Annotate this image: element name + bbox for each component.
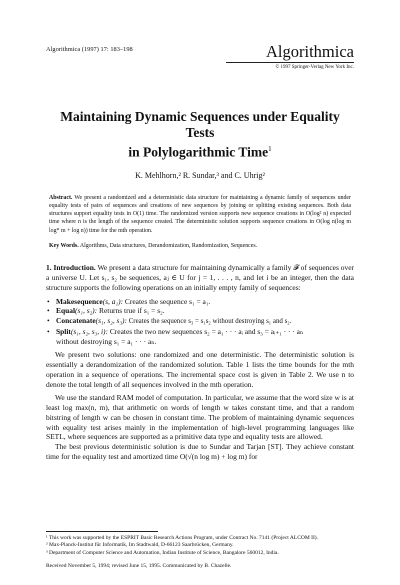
op-desc: Creates the two new sequences s₂ = a₁ · · · aᵢ and s₃ = aᵢ₊₁ · · · aₙ (107, 326, 304, 336)
article-title (46, 109, 354, 161)
op-desc: Creates the sequence s₃ = s₁s₂ without destroying s₁ and s₂. (126, 318, 292, 326)
keywords-label: Key Words. (49, 242, 79, 249)
footnotes (46, 531, 354, 570)
op-args: (s₁, s₂, s₃): (95, 316, 127, 326)
abstract-label: Abstract. (49, 194, 73, 201)
title-line-2-text: in Polylogarithmic Time (128, 144, 269, 160)
author-list: K. Mehlhorn,² R. Sundar,³ and C. Uhrig² (135, 170, 265, 180)
intro-paragraph-3: We use the standard RAM model of computation. In particular, we assume that the word size w is at least log max(n, m), that arithmetic on words of length w takes constant time, and that a random bitstring of length w can be chosen in constant time. The problem of maintaining dynamic sequences with equality test arises mainly in the implementation of high-level programming languages like SETL, where sequences are supported as a primitive data type and equality tests are allowed. (46, 393, 354, 442)
op-args: (s, a₁): (102, 296, 124, 306)
intro-paragraph-2: We present two solutions: one randomized and one deterministic. The deterministic solution is essentially a derandomization of the randomized solution. Table 1 lists the time bounds for the mth operation in a sequence of operations. The incremental space cost is given in Table 2. We use n to denote the total length of all sequences involved in the mth operation. (46, 350, 354, 389)
received-line: Received November 5, 1994; revised June 15, 1995. Communicated by B. Chazelle. (46, 562, 232, 569)
keywords (46, 242, 354, 250)
intro-paragraph-1 (46, 263, 354, 292)
op-desc: Creates the sequence s₁ = a₁. (123, 296, 211, 306)
operation-item (46, 316, 354, 327)
title-footnote-mark: 1 (268, 145, 272, 153)
op-name: Concatenate (56, 316, 96, 326)
op-args: (s₁, s₂, s₃, i): (70, 326, 108, 336)
citation-line: Algorithmica (1997) 17: 183–198 (46, 46, 133, 53)
op-args: (s₁, s₂): (75, 306, 98, 316)
bullet-icon: • (47, 326, 50, 336)
footnote-2: ² Max-Planck-Institut für Informatik, Im Stadtwald, D-66123 Saarbrücken, Germany. (46, 542, 234, 549)
journal-masthead (226, 43, 354, 70)
op-name: Equal (56, 306, 76, 316)
journal-name: Algorithmica (226, 43, 354, 63)
section-heading: 1. Introduction. (46, 263, 96, 273)
operation-item (46, 327, 354, 347)
operation-item (46, 306, 354, 316)
abstract (46, 194, 354, 235)
bullet-icon: • (47, 306, 50, 316)
op-name: Makesequence (56, 296, 103, 306)
page-header (46, 43, 354, 83)
footnote-divider (46, 531, 158, 532)
op-name: Split (56, 326, 71, 336)
title-line-1: Maintaining Dynamic Sequences under Equality Tests (60, 109, 340, 140)
intro-paragraph-4: The best previous deterministic solution is due to Sundar and Tarjan [ST]. They achieve constant time for the equality test and amortized time O(√(n log m) + log m) for (46, 442, 354, 461)
title-line-2 (46, 141, 354, 161)
op-desc-continued: without destroying s₁ = a₁ · · · aₙ. (56, 336, 157, 346)
footnote-1: ¹ This work was supported by the ESPRIT Basic Research Actions Program, under Contract No. 7141 (Project ALCOM II). (46, 535, 318, 541)
introduction-section (46, 263, 354, 461)
operation-item (46, 297, 354, 307)
bullet-icon: • (47, 316, 50, 326)
intro-p1-text: We present a data structure for maintaining dynamically a family 𝓕 of sequences over a universe U. Let s₁, s₂ be sequences, aⱼ ∈ U for j = 1, . . . , n, and let i be an integer, then the data structure supports the following operations on an initially empty family of sequences: (46, 263, 354, 292)
bullet-icon: • (47, 296, 50, 306)
op-desc: Returns true if s₁ = s₂. (97, 306, 165, 316)
keywords-text: Algorithms, Data structures, Derandomization, Randomization, Sequences. (79, 242, 258, 249)
abstract-text: We present a randomized and a deterministic data structure for maintaining a dynamic family of sequences under equality tests of pairs of sequences and creations of new sequences by joining or splitting existing sequences. Both data structures support equality tests in O(1) time. The randomized version supports new sequence creations in O(log² n) expected time where n is the length of the sequence created. The deterministic solution supports sequence creations in O(log n(log m log* m + log n)) time for the mth operation. (49, 194, 351, 234)
operations-list (46, 297, 354, 347)
copyright-line: © 1997 Springer-Verlag New York Inc. (275, 65, 354, 70)
footnote-3: ³ Department of Computer Science and Automation, Indian Institute of Science, Bangalore 560012, India. (46, 549, 279, 556)
